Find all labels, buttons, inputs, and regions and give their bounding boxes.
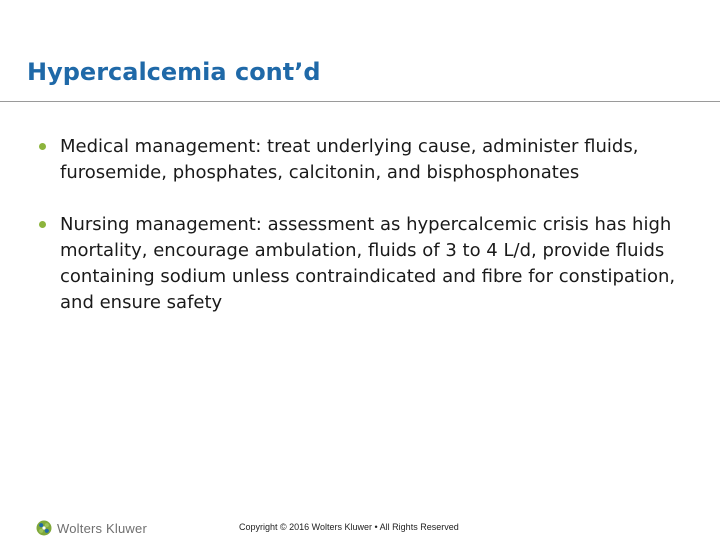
logo-text: Wolters Kluwer <box>57 520 147 536</box>
bullet-item-nursing-management <box>36 212 676 316</box>
title-divider <box>0 101 720 102</box>
bullet-item-medical-management <box>36 134 676 186</box>
copyright-notice: Copyright © 2016 Wolters Kluwer • All Rights Reserved <box>239 522 459 532</box>
bullet-list <box>36 134 676 316</box>
bullet-dot-icon <box>39 143 46 150</box>
bullet-text: Medical management: treat underlying cause, administer fluids, furosemide, phosphates, calcitonin, and bisphosphonates <box>60 136 639 183</box>
wolters-kluwer-logo-icon <box>36 520 52 536</box>
bullet-text: Nursing management: assessment as hypercalcemic crisis has high mortality, encourage ambulation, fluids of 3 to 4 L/d, provide fluids containing sodium unless contraindicated and fibre for constipation, and ensure safety <box>60 214 676 313</box>
bullet-dot-icon <box>39 221 46 228</box>
slide-title: Hypercalcemia cont’d <box>27 58 321 86</box>
footer-logo <box>36 520 147 536</box>
